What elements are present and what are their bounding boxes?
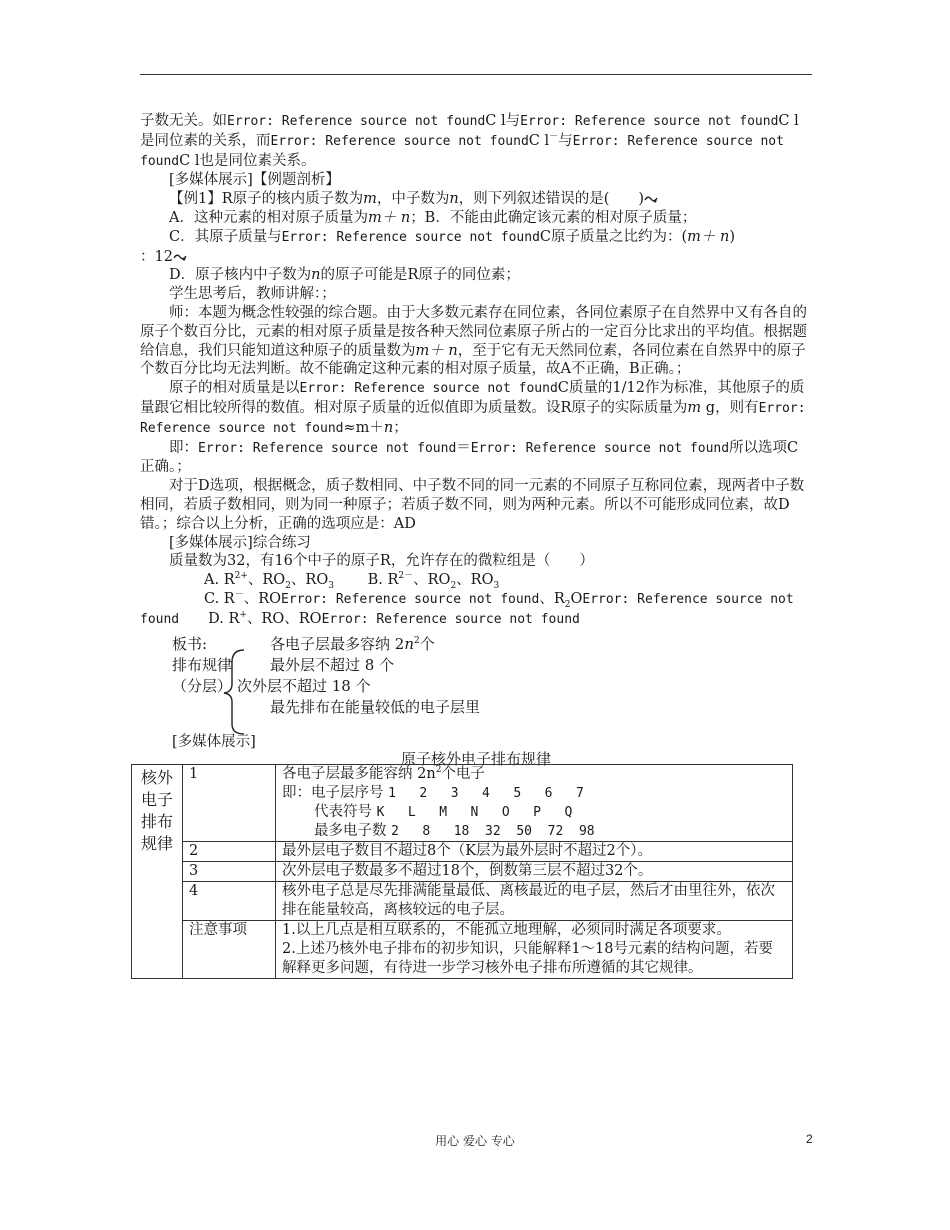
row-content: 核外电子总是尽先排满能量最低、离核最近的电子层，然后才由里往外，依次排在能量较高，离核较远的电子层。 <box>276 882 793 921</box>
option-c: C．其原子质量与Error: Reference source not foundC原子质量之比约为：(m＋ n) <box>169 228 736 245</box>
row-number: 4 <box>183 882 276 921</box>
media-heading-1: [多媒体展示]【例题剖析】 <box>169 172 340 189</box>
header-rule <box>140 74 812 75</box>
annotation-mark-icon <box>173 252 187 262</box>
row-number: 1 <box>183 765 276 842</box>
table-row <box>132 862 793 882</box>
table-row <box>132 765 793 842</box>
teacher-explanation-1: 师：本题为概念性较强的综合题。由于大多数元素存在同位素，各同位素原子在自然界中又有各自的原子个数百分比，元素的相对原子质量是按各种天然同位素原子所占的一定百分比求出的平均值。根据题给信息，我们只能知道这种原子的质量数为m＋ n，至于它有无天然同位素，各同位素在自然界中的原子个数百分比均无法判断。故不能确定这种元素的相对原子质量，故A不正确，B正确。； <box>140 304 807 378</box>
board-line-1: 各电子层最多容纳 $2n^2$个 <box>270 635 435 653</box>
exercise-question: 质量数为32，有16个中子的原子R，允许存在的微粒组是（ ） <box>169 553 594 570</box>
row-number: 2 <box>183 842 276 862</box>
row-number: 3 <box>183 862 276 882</box>
board-left-label-2: （分层） <box>172 677 233 695</box>
row-content: 最外层电子数目不超过8个（K层为最外层时不超过2个）。 <box>276 842 793 862</box>
paragraph-isotopes: 子数无关。如Error: Reference source not foundC l与Error: Reference source not foundC l是同位素的关系，而Error: Reference source not foundC l－与Error: Reference source not foundC l也是同位素关系。 <box>140 113 799 169</box>
teacher-explanation-3: 即：Error: Reference source not found＝Error: Reference source not found所以选项C正确。； <box>140 439 799 476</box>
teacher-explanation-4: 对于D选项，根据概念，质子数相同、中子数不同的同一元素的不同原子互称同位素，现两者中子数相同，若质子数相同，则为同一种原子；若质子数不同，则为两种元素。所以不可能形成同位素，故D错。；综合以上分析，正确的选项应是：AD <box>140 478 805 532</box>
row-content: 次外层电子数最多不超过18个，倒数第三层不超过32个。 <box>276 862 793 882</box>
board-line-3: 次外层不超过 18 个 <box>237 677 371 695</box>
notes-content: 1.以上几点是相互联系的，不能孤立地理解，必须同时满足各项要求。 2.上述乃核外电子排布的初步知识，只能解释1～18号元素的结构问题，若要解释更多问题，有待进一步学习核外电子排布所遵循的其它规律。 <box>276 921 793 979</box>
board-left-label-1: 排布规律 <box>172 656 233 674</box>
option-c-continued: ：12 <box>140 248 812 267</box>
table-row <box>132 842 793 862</box>
board-line-4: 最先排布在能量较低的电子层里 <box>270 698 481 716</box>
board-label: 板书: <box>172 635 208 653</box>
media-heading-3: [多媒体展示] <box>172 734 256 750</box>
media-heading-2: [多媒体展示]综合练习 <box>169 534 311 551</box>
table-row <box>132 882 793 921</box>
document-body <box>140 112 812 630</box>
example-1-question: 【例1】R原子的核内质子数为m，中子数为n，则下列叙述错误的是( ) <box>140 190 812 209</box>
board-line-2: 最外层不超过 8 个 <box>270 656 395 674</box>
exercise-options-ab: A. $R^{2+}$、$RO_2$、$RO_3$ B. $R^{2-}$、$RO_2$、$RO_3$ <box>204 571 500 592</box>
teacher-explanation-2: 原子的相对质量是以Error: Reference source not foundC质量的1/12作为标准，其他原子的质量跟它相比较所得的数值。相对原子质量的近似值即为质量数。设R原子的实际质量为m g，则有Error: Reference source not found≈m＋n； <box>140 380 806 436</box>
annotation-mark-icon <box>644 194 658 204</box>
table-row <box>132 921 793 979</box>
table-side-label: 核外 电子 排布 规律 <box>132 765 183 979</box>
row-content: 各电子层最多能容纳 $2n^2$个电子 即：电子层序号 1 2 3 4 5 6 7 代表符号 K L M N O P Q 最多电子数 2 8 18 32 50 72 98 <box>276 765 793 842</box>
curly-brace-icon <box>220 648 250 736</box>
notes-label: 注意事项 <box>183 921 276 979</box>
table-title: 原子核外电子排布规律 <box>400 750 551 768</box>
page-footer: 用心 爱心 专心 <box>435 1134 515 1148</box>
exercise-options-cd: C. R－、ROError: Reference source not found、$R_2OError$: Reference source not found D. R+、RO、ROError: Reference source not found <box>140 590 794 627</box>
page-number: 2 <box>806 1132 813 1146</box>
electron-arrangement-table <box>131 764 793 979</box>
option-a: A．这种元素的相对原子质量为m＋ n；B．不能由此确定该元素的相对原子质量； <box>169 209 697 226</box>
student-thinking: 学生思考后，教师讲解：； <box>169 286 336 303</box>
option-d: D．原子核内中子数为n的原子可能是R原子的同位素； <box>169 267 520 284</box>
